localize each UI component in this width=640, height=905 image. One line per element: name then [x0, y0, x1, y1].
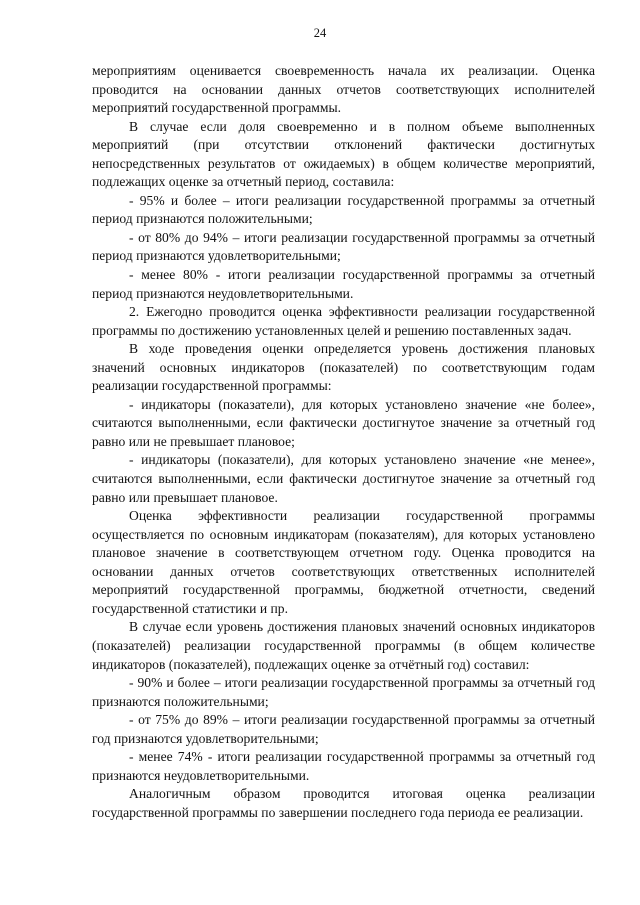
paragraph: В случае если доля своевременно и в полном объеме выполненных мероприятий (при отсутствии отклонений фактически достигнутых непосредственных результатов от ожидаемых) в общем количестве мероприятий, подлежащих оценке за отчетный период, составила:: [92, 118, 595, 190]
list-item: - индикаторы (показатели), для которых установлено значение «не менее», считаются выполненными, если фактически достигнутое значение за отчетный год равно или превышает плановое.: [92, 452, 595, 505]
numbered-paragraph: 2. Ежегодно проводится оценка эффективности реализации государственной программы по достижению установленных целей и решению поставленных задач.: [92, 304, 595, 338]
page-number: 24: [313, 26, 327, 40]
paragraph: Аналогичным образом проводится итоговая оценка реализации государственной программы по завершении последнего года периода ее реализации.: [92, 786, 595, 820]
list-item: - индикаторы (показатели), для которых установлено значение «не более», считаются выполненными, если фактически достигнутое значение за отчетный год равно или не превышает плановое;: [92, 396, 595, 449]
list-item: - менее 80% - итоги реализации государственной программы за отчетный период признаются неудовлетворительными.: [92, 267, 595, 301]
page-body: [92, 62, 595, 822]
list-item: - 95% и более – итоги реализации государственной программы за отчетный период признаются положительными;: [92, 192, 595, 227]
paragraph: В ходе проведения оценки определяется уровень достижения плановых значений основных индикаторов (показателей) по соответствующим годам реализации государственной программы:: [92, 341, 595, 394]
paragraph: мероприятиям оценивается своевременность начала их реализации. Оценка проводится на основании данных отчетов соответствующих исполнителей мероприятий государственной программы.: [92, 63, 595, 116]
list-item: - от 75% до 89% – итоги реализации государственной программы за отчетный год признаются удовлетворительными;: [92, 712, 595, 746]
list-item: - от 80% до 94% – итоги реализации государственной программы за отчетный период признаются удовлетворительными;: [92, 229, 595, 264]
list-item: - 90% и более – итоги реализации государственной программы за отчетный год признаются положительными;: [92, 675, 595, 709]
paragraph: Оценка эффективности реализации государственной программы осуществляется по основным индикаторам (показателям), для которых установлено плановое значение в соответствующем отчетном году. Оценка проводится на основании данных отчетов соответствующих ответственных исполнителей мероприятий государственной программы, бюджетной отчетности, сведений государственной статистики и пр.: [92, 508, 595, 616]
paragraph: В случае если уровень достижения плановых значений основных индикаторов (показателей) реализации государственной программы (в общем количестве индикаторов (показателей), подлежащих оценке за отчётный год) составил:: [92, 619, 595, 672]
list-item: - менее 74% - итоги реализации государственной программы за отчетный год признаются неудовлетворительными.: [92, 749, 595, 783]
